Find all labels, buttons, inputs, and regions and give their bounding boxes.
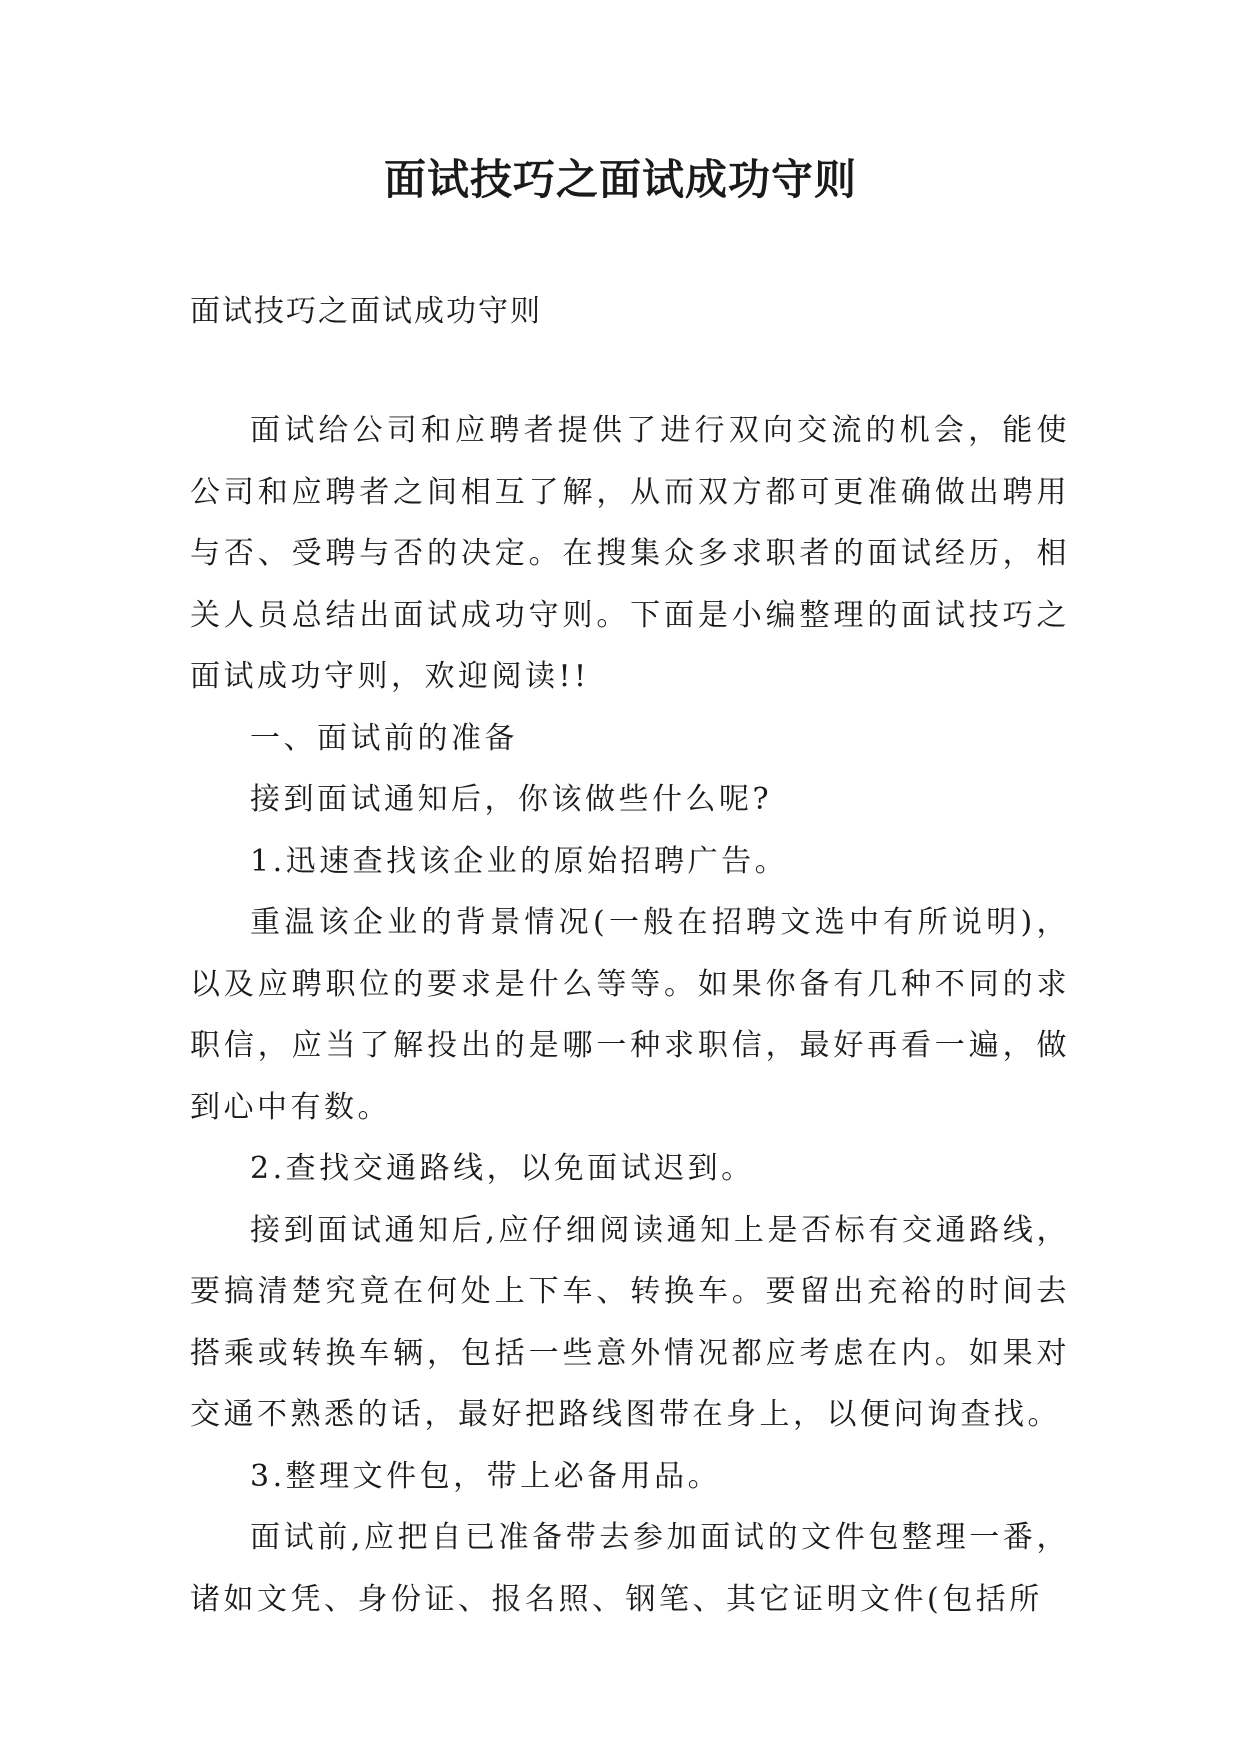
paragraph-intro: 面试给公司和应聘者提供了进行双向交流的机会，能使公司和应聘者之间相互了解，从而双方都可更准确做出聘用与否、受聘与否的决定。在搜集众多求职者的面试经历，相关人员总结出面试成功守则。下面是小编整理的面试技巧之面试成功守则，欢迎阅读!! — [190, 413, 1070, 694]
paragraph: 重温该企业的背景情况(一般在招聘文选中有所说明)，以及应聘职位的要求是什么等等。如果你备有几种不同的求职信，应当了解投出的是哪一种求职信，最好再看一遍，做到心中有数。 — [190, 905, 1070, 1125]
list-item-heading: 2.查找交通路线，以免面试迟到。 — [250, 1151, 755, 1186]
section-heading: 一、面试前的准备 — [250, 720, 518, 756]
paragraph: 面试前,应把自已准备带去参加面试的文件包整理一番，诸如文凭、身份证、报名照、钢笔、其它证明文件(包括所 — [190, 1520, 1070, 1617]
document-title: 面试技巧之面试成功守则 — [383, 155, 857, 204]
document-subtitle: 面试技巧之面试成功守则 — [190, 294, 542, 329]
document-body — [190, 400, 1070, 1630]
paragraph: 接到面试通知后,应仔细阅读通知上是否标有交通路线，要搞清楚究竟在何处上下车、转换车。要留出充裕的时间去搭乘或转换车辆，包括一些意外情况都应考虑在内。如果对交通不熟悉的话，最好把路线图带在身上，以便问询查找。 — [190, 1212, 1070, 1432]
paragraph: 接到面试通知后，你该做些什么呢? — [250, 782, 773, 817]
list-item-heading: 3.整理文件包，带上必备用品。 — [250, 1458, 722, 1494]
list-item-heading: 1.迅速查找该企业的原始招聘广告。 — [250, 843, 789, 879]
